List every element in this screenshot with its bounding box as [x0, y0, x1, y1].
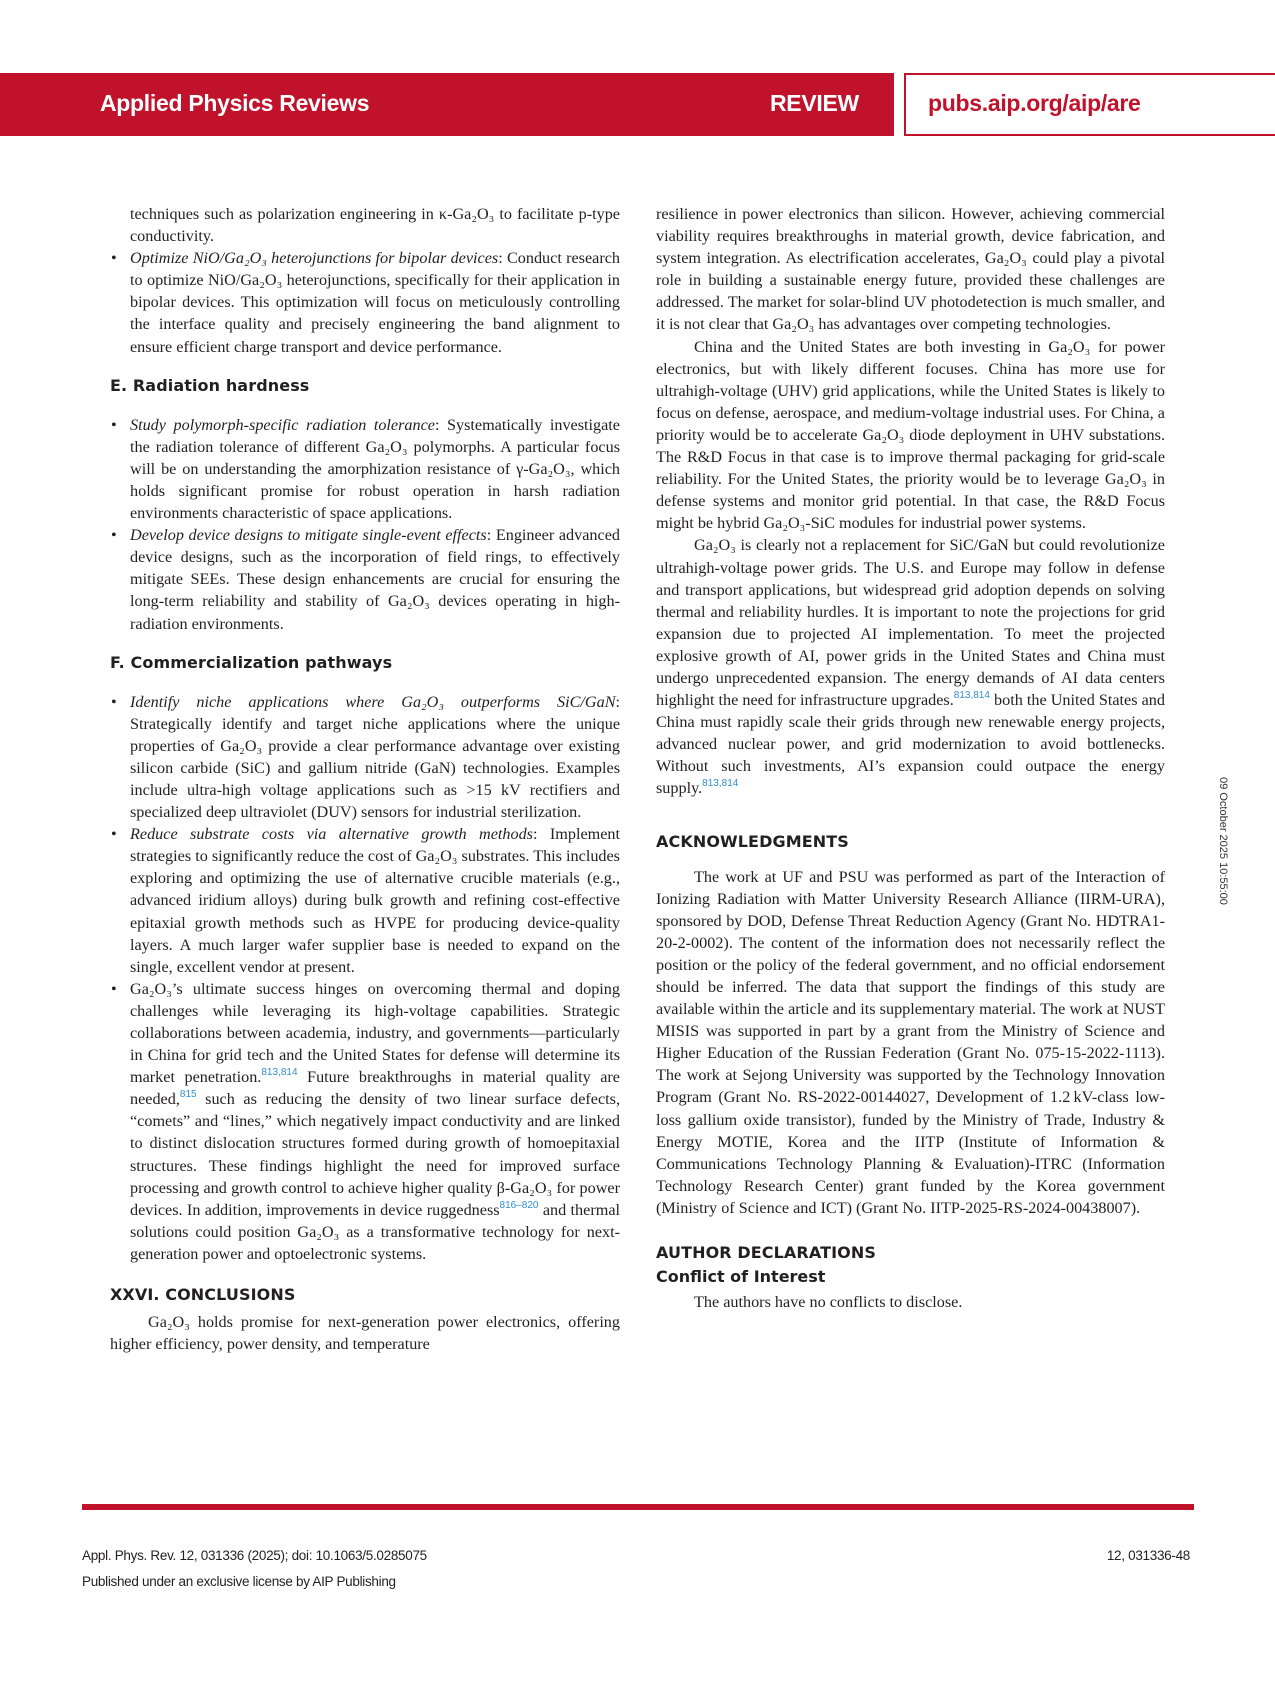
bullet-body: : Implement strategies to significantly reduce the cost of Ga₂O₃ substrates. This includes exploring and optimizing the use of alternative crucible materials (e.g., advanced iridium alloys) during bulk growth and refining cost-effective epitaxial growth methods such as HVPE for producing device-quality layers. A much larger wafer supplier base is needed to expand on the single, excellent vendor at present. [130, 825, 621, 976]
paragraph-china-us: China and the United States are both investing in Ga₂O₃ for power electronics, but with likely different focuses. China has more use for ultrahigh-voltage (UHV) grid applications, while the United States is likely to focus on defense, aerospace, and medium-voltage industrial uses. For China, a priority would be to accelerate Ga₂O₃ diode deployment in UHV substations. The R&D Focus in that case is to improve thermal packaging for grid-scale reliability. For the United States, the priority would be to leverage Ga₂O₃ in defense systems and monitor grid potential. In that case, the R&D Focus might be hybrid Ga₂O₃-SiC modules for industrial power systems. [656, 337, 1165, 533]
list-item [110, 691, 620, 824]
bullet-body: : Conduct research to optimize NiO/Ga₂O₃ heterojunctions, specifically for their application in bipolar devices. This optimization will focus on meticulously controlling the interface quality and precisely engineering the band alignment to ensure efficient charge transport and device performance. [130, 249, 620, 356]
bullet-lead: Identify niche applications where Ga₂O₃ outperforms SiC/GaN [130, 692, 616, 711]
citation-link[interactable]: 816–820 [499, 1199, 539, 1211]
section-heading-author-declarations: AUTHOR DECLARATIONS [656, 1243, 876, 1263]
right-column [656, 203, 1165, 1313]
section-heading-commercialization: F. Commercialization pathways [110, 652, 393, 672]
conflict-of-interest-text: The authors have no conflicts to disclose. [694, 1293, 963, 1312]
footer-page-number: 12, 031336-48 [1106, 1548, 1190, 1563]
paragraph-text: Ga₂O₃ is clearly not a replacement for SiC/GaN but could revolutionize ultrahigh-voltage power grids. The U.S. and Europe may follow in defense and transport applications, but widespread grid adoption depends on solving thermal and reliability hurdles. It is important to note the projections for grid expansion due to projected AI implementation. To meet the projected explosive growth of AI, power grids in the United States and China must undergo unprecedented expansion. The energy demands of AI data centers highlight the need for infrastructure upgrades. [656, 536, 1165, 710]
bullet-text: Future breakthroughs in material quality are needed, [130, 1068, 620, 1109]
paragraph-grids [656, 534, 1165, 799]
continued-bullet-text: techniques such as polarization engineering in κ-Ga₂O₃ to facilitate p-type conductivity. [130, 205, 620, 246]
citation-link[interactable]: 815 [179, 1089, 197, 1101]
footer-citation: Appl. Phys. Rev. 12, 031336 (2025); doi: 10.1063/5.0285075 [82, 1548, 427, 1563]
journal-title: Applied Physics Reviews [100, 90, 370, 116]
bullet-lead: Optimize NiO/Ga₂O₃ heterojunctions for bipolar devices [130, 249, 499, 268]
citation-link[interactable]: 813,814 [702, 778, 739, 790]
article-type-label: REVIEW [770, 90, 859, 116]
download-timestamp-text: 09 October 2025 10:55:00 [1217, 777, 1229, 905]
bullet-text: such as reducing the density of two linear surface defects, “comets” and “lines,” which negatively impact conductivity and are linked to distinct dislocation structures formed during growth of homoepitaxial structures. These findings highlight the need for improved surface processing and growth control to achieve higher quality β-Ga₂O₃ for power devices. In addition, improvements in device ruggedness [130, 1090, 620, 1219]
bullet-body: : Engineer advanced device designs, such as the incorporation of field rings, to effectively mitigate SEEs. These design enhancements are crucial for ensuring the long-term reliability and stability of Ga₂O₃ devices operating in high-radiation environments. [130, 526, 620, 633]
footer-license: Published under an exclusive license by AIP Publishing [82, 1574, 396, 1589]
list-item [110, 524, 620, 634]
section-heading-acknowledgments: ACKNOWLEDGMENTS [656, 831, 849, 851]
list-item [110, 247, 620, 357]
bullet-lead: Reduce substrate costs via alternative growth methods [130, 825, 533, 844]
bullet-body: : Strategically identify and target niche applications where the unique properties of Ga₂O₃ provide a clear performance advantage over existing silicon carbide (SiC) and gallium nitride (GaN) technologies. Examples include ultra-high voltage applications such as >15 kV rectifiers and specialized deep ultraviolet (DUV) sensors for industrial sterilization. [130, 692, 620, 822]
bullet-text: and thermal solutions could position Ga₂O₃ as a transformative technology for next-generation power and optoelectronic systems. [130, 1200, 620, 1263]
bullet-lead: Develop device designs to mitigate single-event effects [130, 526, 487, 545]
bullet-list-nio [110, 247, 620, 357]
acknowledgments-paragraph: The work at UF and PSU was performed as part of the Interaction of Ionizing Radiation with Matter University Research Alliance (IIRM-URA), sponsored by DOD, Defense Threat Reduction Agency (Grant No. HDTRA1-20-2-0002). The content of the information does not necessarily reflect the position or the policy of the federal government, and no official endorsement should be inferred. The data that support the findings of this study are available within the article and its supplementary material. The work at NUST MISIS was supported in part by a grant from the Ministry of Science and Higher Education of the Russian Federation (Grant No. 075-15-2022-1113). The work at Sejong University was supported by the Technology Innovation Program (Grant No. RS-2022-00144027, Development of 1.2 kV-class low-loss gallium oxide transistor), funded by the Ministry of Trade, Industry & Energy MOTIE, Korea and the IITP (Institute of Information & Communications Technology Planning & Evaluation)-ITRC (Information Technology Research Center) grant funded by the Korea government (Ministry of Science and ICT) (Grant No. IITP-2025-RS-2024-00438007). [656, 867, 1165, 1217]
section-heading-conclusions: XXVI. CONCLUSIONS [110, 1285, 296, 1305]
subheading-conflict-of-interest: Conflict of Interest [656, 1267, 826, 1287]
list-item [110, 978, 620, 1265]
download-timestamp-stamp [1213, 775, 1233, 915]
list-item [110, 414, 620, 524]
journal-url-link[interactable]: pubs.aip.org/aip/are [928, 90, 1141, 116]
bullet-list-radiation [110, 414, 620, 635]
left-column [110, 203, 620, 1355]
footer-divider [82, 1504, 1194, 1510]
section-heading-radiation-hardness: E. Radiation hardness [110, 375, 310, 395]
bullet-lead: Study polymorph-specific radiation tolerance [130, 415, 435, 434]
bullet-text: Ga₂O₃’s ultimate success hinges on overcoming thermal and doping challenges while leveraging its high-voltage capabilities. Strategic collaborations between academia, industry, and governments—particularly in China for grid tech and the United States for defense will determine its market penetration. [130, 979, 620, 1087]
bullet-body: : Systematically investigate the radiation tolerance of different Ga₂O₃ polymorphs. A particular focus will be on understanding the amorphization resistance of γ-Ga₂O₃, which holds significant promise for robust operation in harsh radiation environments characteristic of space applications. [130, 415, 620, 523]
paragraph-text: both the United States and China must rapidly scale their grids through new renewable energy projects, advanced nuclear power, and grid modernization to avoid bottlenecks. Without such investments, AI’s expansion could outpace the energy supply. [656, 691, 1165, 798]
conclusions-paragraph: Ga₂O₃ holds promise for next-generation power electronics, offering higher efficiency, power density, and temperature [110, 1313, 620, 1354]
citation-link[interactable]: 813,814 [953, 690, 990, 702]
citation-link[interactable]: 813,814 [261, 1067, 298, 1079]
list-item [110, 823, 620, 978]
bullet-list-commercialization [110, 691, 620, 1265]
conclusions-paragraph-continued: resilience in power electronics than silicon. However, achieving commercial viability requires breakthroughs in material growth, device fabrication, and system integration. As electrification accelerates, Ga₂O₃ could play a pivotal role in building a sustainable energy future, provided these challenges are addressed. The market for solar-blind UV photodetection is much smaller, and it is not clear that Ga₂O₃ has advantages over competing technologies. [656, 205, 1165, 334]
